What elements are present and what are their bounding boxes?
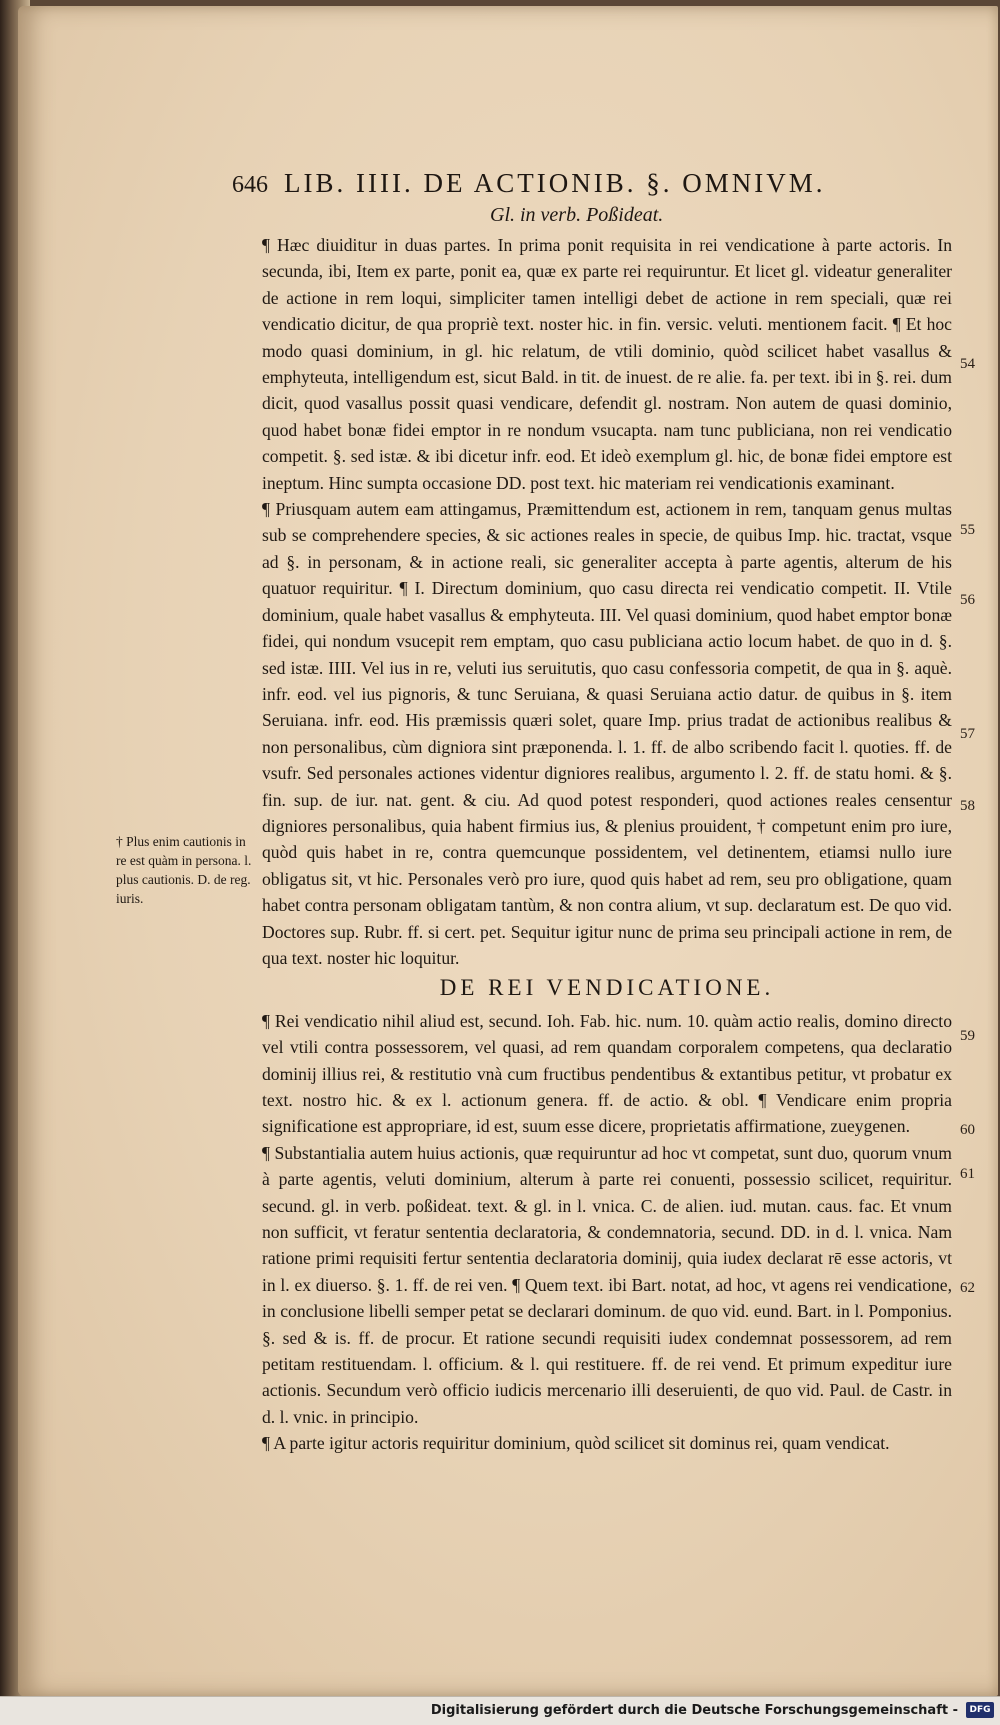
paragraph: ¶ Priusquam autem eam attingamus, Præmittendum est, actionem in rem, tanquam genus multas sub se comprehendere species, & sic actiones reales in specie, de quibus Imp. hic. tractat, vsque ad §. in personam, & in actione reali, sic generaliter accepta à parte agentis, alterum de his quatuor requiritur. ¶ I. Directum dominium, quo casu directa rei vendicatio competit. II. Vtile dominium, quale habet vasallus & emphyteuta. III. Vel quasi dominium, quod habet emptor bonæ fidei, qui nondum vsucepit rem emptam, quo casu publiciana actio locum habet. de quo in d. §. sed istæ. IIII. Vel ius in re, veluti ius seruitutis, quo casu confessoria competit, de qua in §. aquè. infr. eod. vel ius pignoris, & tunc Seruiana, & quasi Seruiana actio datur. de quibus in §. item Seruiana. infr. eod. His præmissis quæri solet, quare Imp. prius tradat de actionibus realibus & non personalibus, cùm digniora sint præponenda. l. 1. ff. de albo scribendo facit l. quoties. ff. de vsufr. Sed personales actiones videntur digniores realibus, argumento l. 2. ff. de statu homi. & §. fin. sup. de iur. nat. gent. & ciu. Ad quod potest responderi, quod actiones reales censentur digniores personalibus, quia habent firmius ius, & plenius prouident, † competunt enim pro iure, quòd quis habet in re, contra quemcunque possidentem, vel detinentem, etiamsi nullo iure obligatus sit, vt hic. Personales verò pro iure, quod quis habet ad rem, seu pro obligatione, quam habet contra personam obligatam tantùm, & non contra alium, vt sup. declaratum est. De quo vid. Doctores sup. Rubr. ff. si cert. pet. Sequitur igitur nunc de prima seu principali actione in rem, de qua text. noster hic loquitur. [262,499,952,968]
footer-credit: Digitalisierung gefördert durch die Deutsche Forschungsgemeinschaft - [430,1703,958,1718]
main-text-column [262,232,952,1457]
margin-number: 55 [960,522,975,538]
paragraph: ¶ Rei vendicatio nihil aliud est, secund. Ioh. Fab. hic. num. 10. quàm actio realis, domino directo vel vtili contra possessorem, vel quasi, ad rem quandam corporalem competens, qua declaratio dominij illius rei, & restitutio vnà cum fructibus pendentibus & extantibus petitur, vt probatur ex text. nostro hic. & ex l. actionum genera. ff. de actio. & obl. ¶ Vendicare enim propria significatione est appropriare, id est, suum esse dicere, proprietatis affirmatione, zueygenen. [262,1010,952,1137]
page-number: 646 [232,172,268,198]
section-heading: DE REI VENDICATIONE. [439,975,775,1001]
margin-number: 56 [960,592,975,608]
gloss-subheading: Gl. in verb. Poßideat. [490,204,664,226]
margin-number: 60 [960,1122,975,1138]
running-head-title: LIB. IIII. DE ACTIONIB. §. OMNIVM. [284,168,826,198]
margin-number: 58 [960,798,975,814]
dfg-logo-icon: DFG [966,1702,994,1718]
paragraph: ¶ Hæc diuiditur in duas partes. In prima ponit requisita in rei vendicatione à parte actoris. In secunda, ibi, Item ex parte, ponit ea, quæ ex parte rei requiruntur. Et licet gl. videatur generaliter de actione in rem loqui, simpliciter tamen intelligi debet de actione in rem speciali, quæ rei vendicatio dicitur, de qua propriè text. noster hic. in fin. versic. veluti. mentionem facit. ¶ Et hoc modo quasi dominium, in gl. hic relatum, de vtili dominio, quòd scilicet habet vasallus & emphyteuta, intelligendum est, sicut Bald. in tit. de inuest. de re alie. fa. per text. ibi in §. rei. dum dicit, quod vasallus possit quasi vendicare, defendit gl. nostram. Non autem de quasi dominio, quod habet bonæ fidei emptor in re nondum vsucapta. nam tunc publiciana, non rei vendicatio competit. §. sed istæ. & ibi dicetur infr. eod. Et ideò exemplum gl. hic, de bonæ fidei emptore est ineptum. Hinc sumpta occasione DD. post text. hic materiam rei vendicationis examinant. [262,235,952,493]
margin-number: 59 [960,1028,975,1044]
paragraph: ¶ A parte igitur actoris requiritur dominium, quòd scilicet sit dominus rei, quam vendicat. [262,1433,890,1454]
margin-number: 54 [960,356,975,372]
margin-number: 57 [960,726,975,742]
paragraph: ¶ Substantialia autem huius actionis, quæ requiruntur ad hoc vt competat, sunt duo, quorum vnum à parte agentis, veluti dominium, alterum à parte rei conuenti, possessio scilicet, requiritur. secund. gl. in verb. poßideat. text. & gl. in l. vnica. C. de alien. iud. mutan. caus. fac. Et vnum non sufficit, vt feratur sententia declaratoria, & condemnatoria, secund. DD. in d. l. vnica. Nam ratione primi requisiti fertur sententia declaratoria dominij, quia iudex declarat rē esse actoris, vt in l. ex diuerso. §. 1. ff. de rei ven. ¶ Quem text. ibi Bart. notat, ad hoc, vt agens rei vendicatione, in conclusione libelli semper petat se declarari dominum. de quo vid. eund. Bart. in l. Pomponius. §. sed & is. ff. de procur. Et ratione secundi requisiti iudex condemnat possessorem, ad rem petitam restituendam. l. officium. & l. qui restituere. ff. de rei vend. Et primum expeditur iure actionis. Secundum verò officio iudicis mercenario illi deseruienti, de quo vid. Paul. de Castr. in d. l. vnic. in principio. [262,1142,952,1427]
margin-note: † Plus enim cautionis in re est quàm in persona. l. plus cautionis. D. de reg. iuris. [116,834,252,906]
margin-number: 61 [960,1166,975,1182]
margin-number: 62 [960,1280,975,1296]
running-head [232,168,962,199]
digitization-footer [0,1696,1000,1725]
